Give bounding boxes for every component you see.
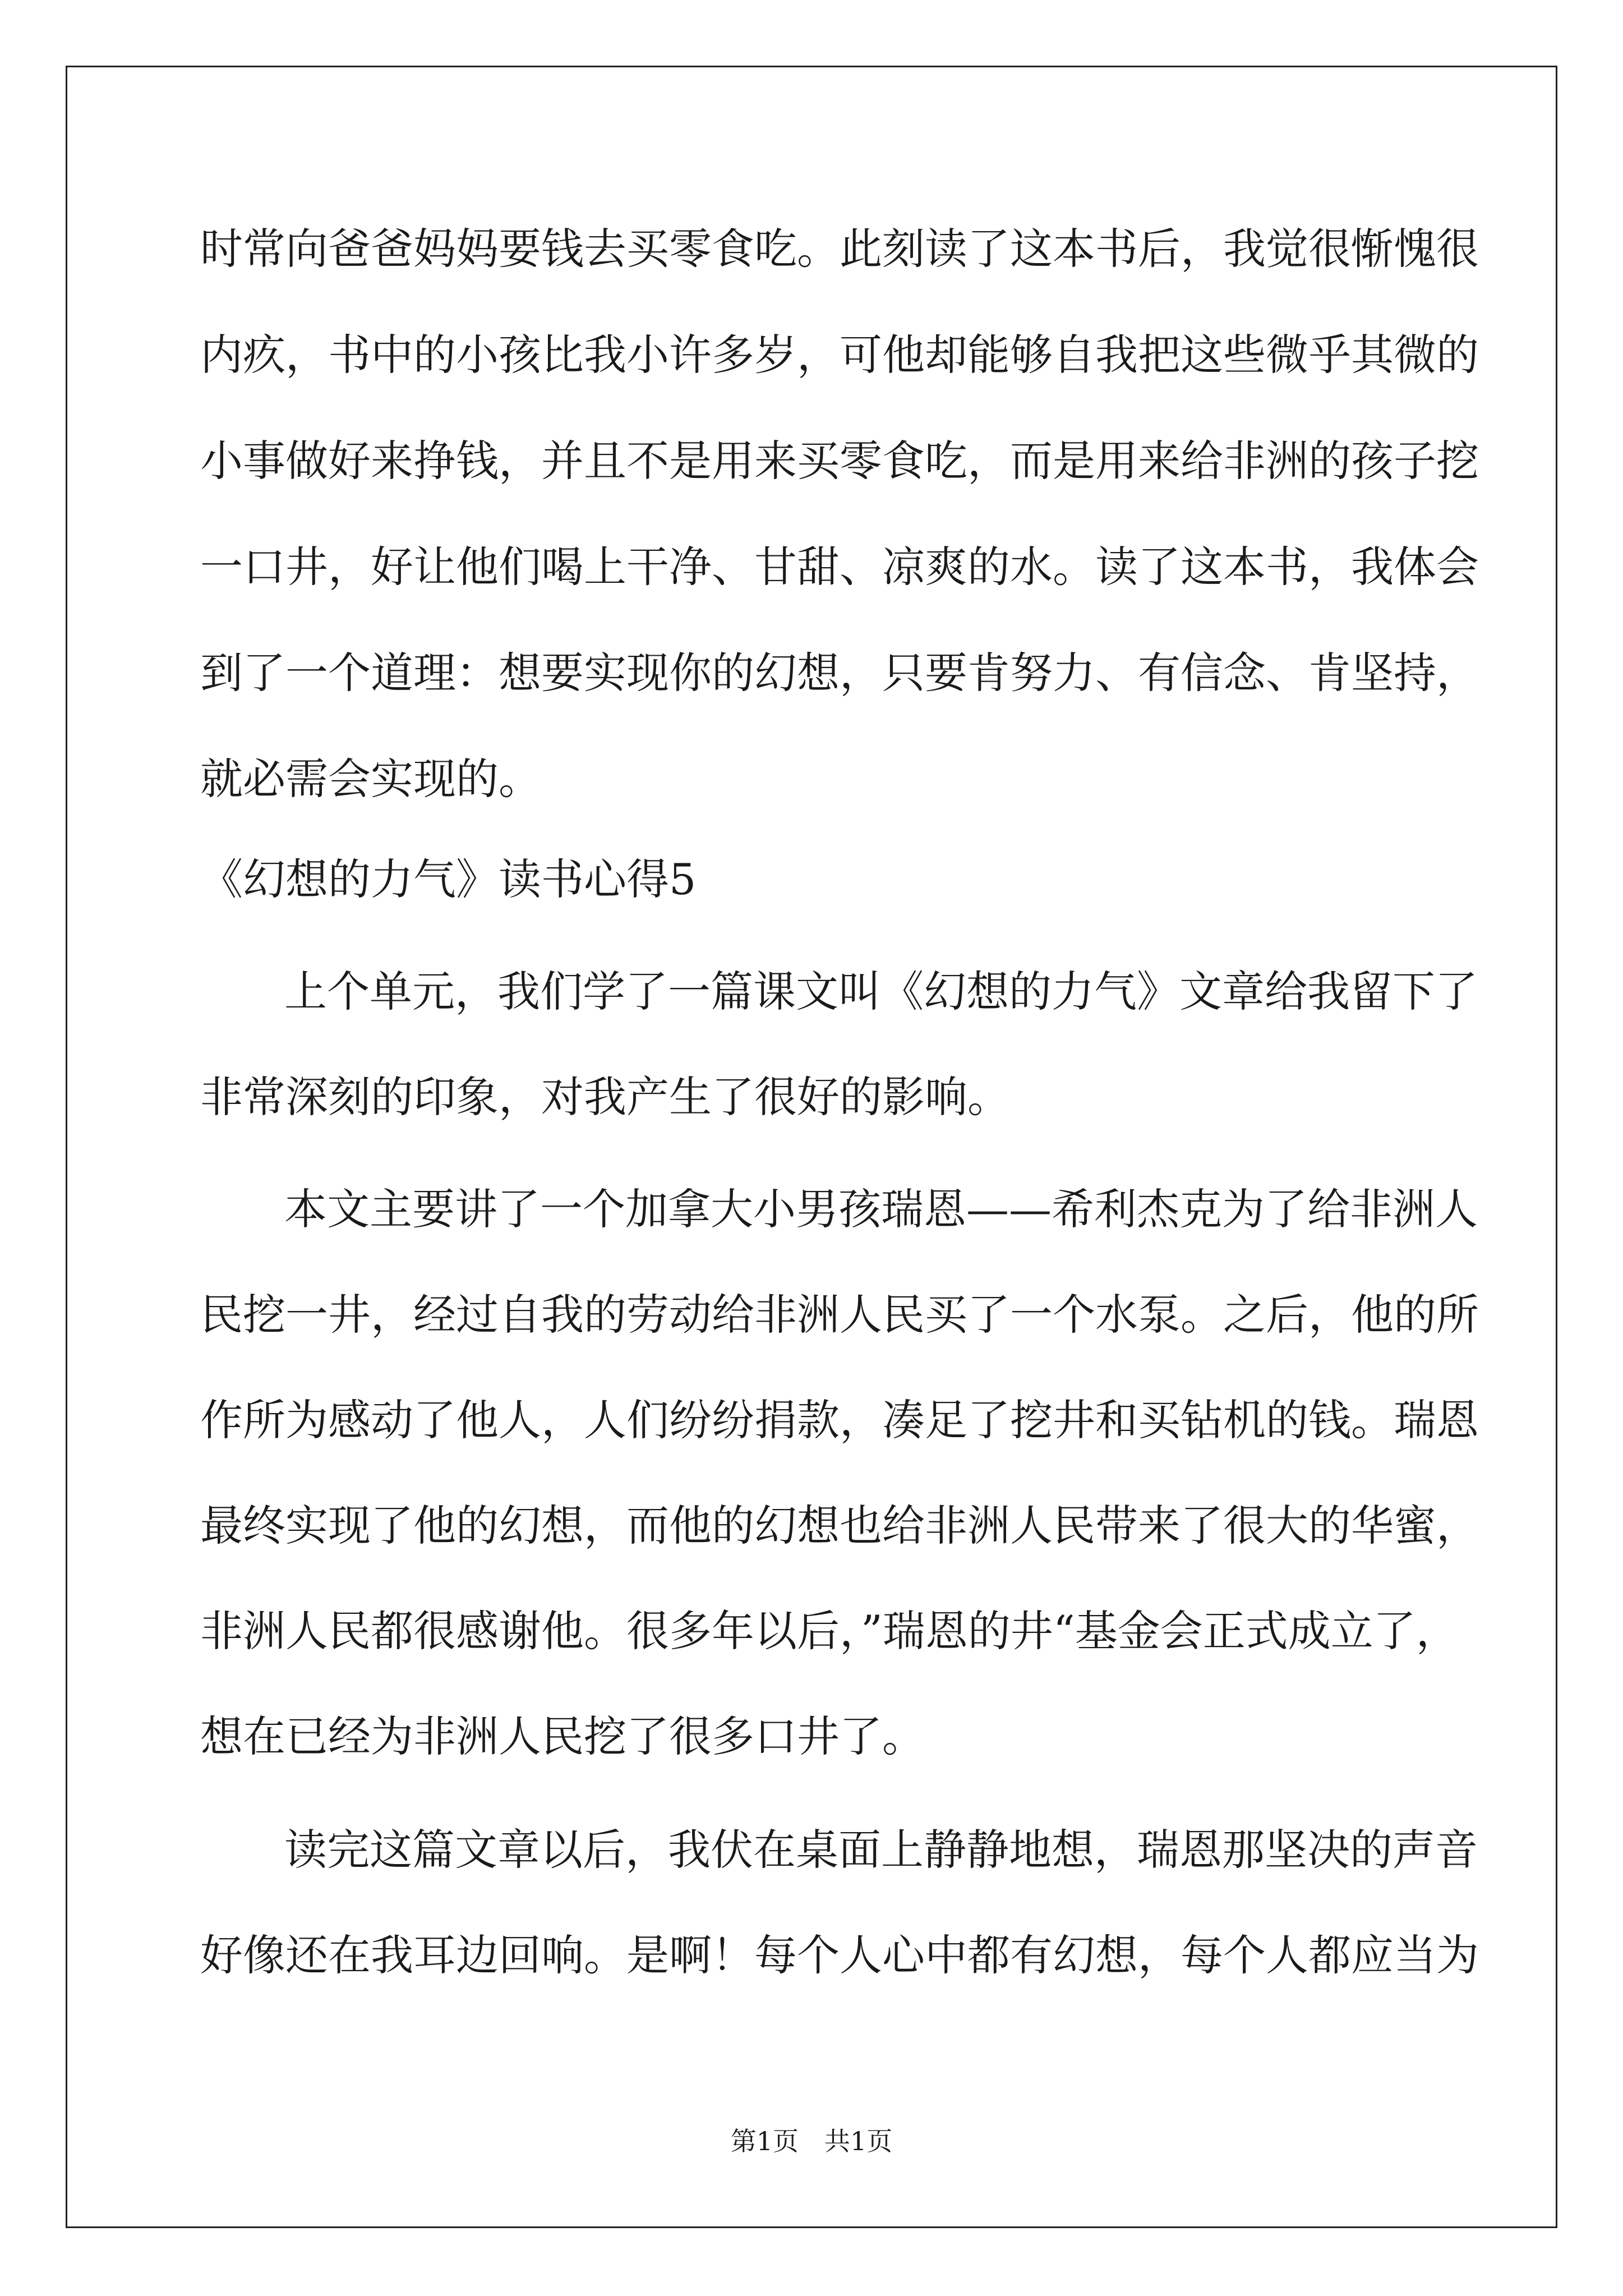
p2-line-2: 非常深刻的印象，对我产生了很好的影响。 — [200, 1072, 1010, 1122]
p1-line-2: 内疚，书中的小孩比我小许多岁，可他却能够自我把这些微乎其微的 — [200, 330, 1479, 380]
section-heading: 《幻想的力气》读书心得5 — [200, 854, 697, 904]
page-frame — [66, 66, 1557, 2228]
page-footer: 第1页 共1页 — [730, 2126, 893, 2156]
p3-line-5: 非洲人民都很感谢他。很多年以后，”瑞恩的井“基金会正式成立了， — [200, 1606, 1459, 1656]
p1-line-5: 到了一个道理：想要实现你的幻想，只要肯努力、有信念、肯坚持， — [200, 648, 1479, 698]
p3-line-4: 最终实现了他的幻想，而他的幻想也给非洲人民带来了很大的华蜜， — [200, 1501, 1479, 1550]
p4-line-2: 好像还在我耳边回响。是啊！每个人心中都有幻想，每个人都应当为 — [200, 1930, 1479, 1980]
p3-line-6: 想在已经为非洲人民挖了很多口井了。 — [200, 1711, 925, 1761]
p1-line-3: 小事做好来挣钱，并且不是用来买零食吃，而是用来给非洲的孩子挖 — [200, 436, 1479, 486]
p3-line-1: 本文主要讲了一个加拿大小男孩瑞恩——希利杰克为了给非洲人 — [284, 1184, 1478, 1234]
p3-line-2: 民挖一井，经过自我的劳动给非洲人民买了一个水泵。之后，他的所 — [200, 1290, 1479, 1340]
p3-line-3: 作所为感动了他人，人们纷纷捐款，凑足了挖井和买钻机的钱。瑞恩 — [200, 1395, 1479, 1445]
p1-line-1: 时常向爸爸妈妈要钱去买零食吃。此刻读了这本书后，我觉很惭愧很 — [200, 224, 1479, 274]
p1-line-4: 一口井，好让他们喝上干净、甘甜、凉爽的水。读了这本书，我体会 — [200, 542, 1479, 592]
p2-line-1: 上个单元，我们学了一篇课文叫《幻想的力气》文章给我留下了 — [284, 967, 1478, 1016]
p1-line-6: 就必需会实现的。 — [200, 754, 541, 804]
p4-line-1: 读完这篇文章以后，我伏在桌面上静静地想，瑞恩那坚决的声音 — [284, 1825, 1478, 1875]
